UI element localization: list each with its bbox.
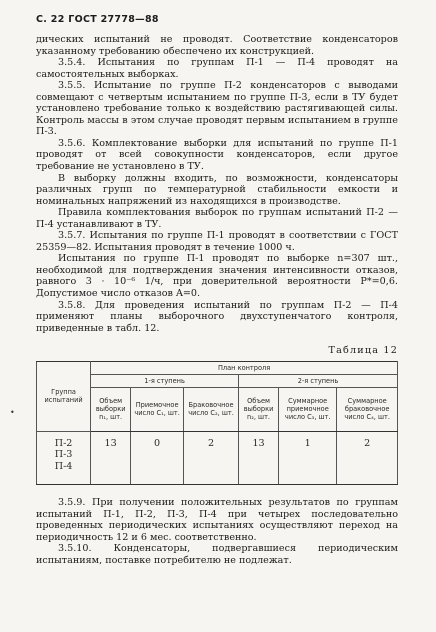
column-header-group: Группа испытаний xyxy=(37,361,91,431)
column-header: Объем выборки n₁, шт. xyxy=(91,387,131,431)
group-label: П-3 xyxy=(54,449,73,461)
table-cell: 2 xyxy=(337,431,398,484)
table-cell: 0 xyxy=(131,431,184,484)
group-label: П-2 xyxy=(54,437,73,449)
table-cell: 1 xyxy=(279,431,337,484)
paragraph: 3.5.7. Испытания по группе П-1 проводят в соответствии с ГОСТ 25359—82. Испытания проводят в течение 1000 ч. xyxy=(36,230,398,253)
table-cell: 13 xyxy=(91,431,131,484)
control-plan-table xyxy=(36,361,398,485)
paragraph: 3.5.8. Для проведения испытаний по группам П-2 — П-4 применяют планы выборочного двухступенчатого контроля, приведенные в табл. 12. xyxy=(36,299,398,334)
paragraph: 3.5.6. Комплектование выборки для испытаний по группе П-1 проводят от всей совокупности конденсаторов, если другое требование не установлено в ТУ. xyxy=(36,137,398,173)
page-header: С. 22 ГОСТ 27778—88 xyxy=(36,14,159,25)
paragraph: 3.5.10. Конденсаторы, подвергавшиеся периодическим испытаниям, поставке потребителю не подлежат. xyxy=(36,543,398,566)
paragraph: Испытания по группе П-1 проводят по выборке n=307 шт., необходимой для подтверждения значения интенсивности отказов, равного 3 · 10⁻⁶ 1/ч, при доверительной вероятности P*=0,6. Допустимое число отказов A=0. xyxy=(36,253,398,300)
document-body xyxy=(36,34,398,566)
group-label: П-4 xyxy=(54,460,73,472)
paragraph: 3.5.4. Испытания по группам П-1 — П-4 проводят на самостоятельных выборках. xyxy=(36,57,398,80)
paragraph: В выборку должны входить, по возможности, конденсаторы различных групп по температурной стабильности емкости и номинальных напряжений из находящихся в производстве. xyxy=(36,172,398,207)
table-caption: Таблица 12 xyxy=(328,345,398,357)
paragraph: 3.5.5. Испытание по группе П-2 конденсаторов с выводами совмещают с четвертым испытанием по группе П-3, если в ТУ будет установлено требование только к воздействию растягивающей силы. Контроль массы в этом случае проводят первым испытанием в группе П-3. xyxy=(36,80,398,138)
paragraph: 3.5.9. При получении положительных результатов по группам испытаний П-1, П-2, П-3, П-4 при четырех последовательно проведенных периодических испытаниях осуществляют переход на периодичность 12 и 6 мес. соответственно. xyxy=(36,496,398,543)
table-cell: 2 xyxy=(184,431,239,484)
margin-mark: • xyxy=(10,408,15,417)
column-header: Суммарное приемочное число C₃, шт. xyxy=(279,387,337,431)
table-row xyxy=(37,431,398,484)
column-header: Приемочное число C₁, шт. xyxy=(131,387,184,431)
column-header: Браковочное число C₂, шт. xyxy=(184,387,239,431)
paragraph: Правила комплектования выборок по группам испытаний П-2 — П-4 устанавливают в ТУ. xyxy=(36,207,398,230)
column-header: Объем выборки n₂, шт. xyxy=(239,387,279,431)
stage-1-header: 1-я ступень xyxy=(91,374,239,387)
column-header: Суммарное браковочное число C₄, шт. xyxy=(337,387,398,431)
table-cell: 13 xyxy=(239,431,279,484)
table-cell-groups xyxy=(37,431,91,484)
stage-2-header: 2-я ступень xyxy=(239,374,398,387)
plan-header: План контроля xyxy=(91,361,398,374)
paragraph: дических испытаний не проводят. Соответствие конденсаторов указанному требованию обеспечено их конструкцией. xyxy=(36,34,398,57)
